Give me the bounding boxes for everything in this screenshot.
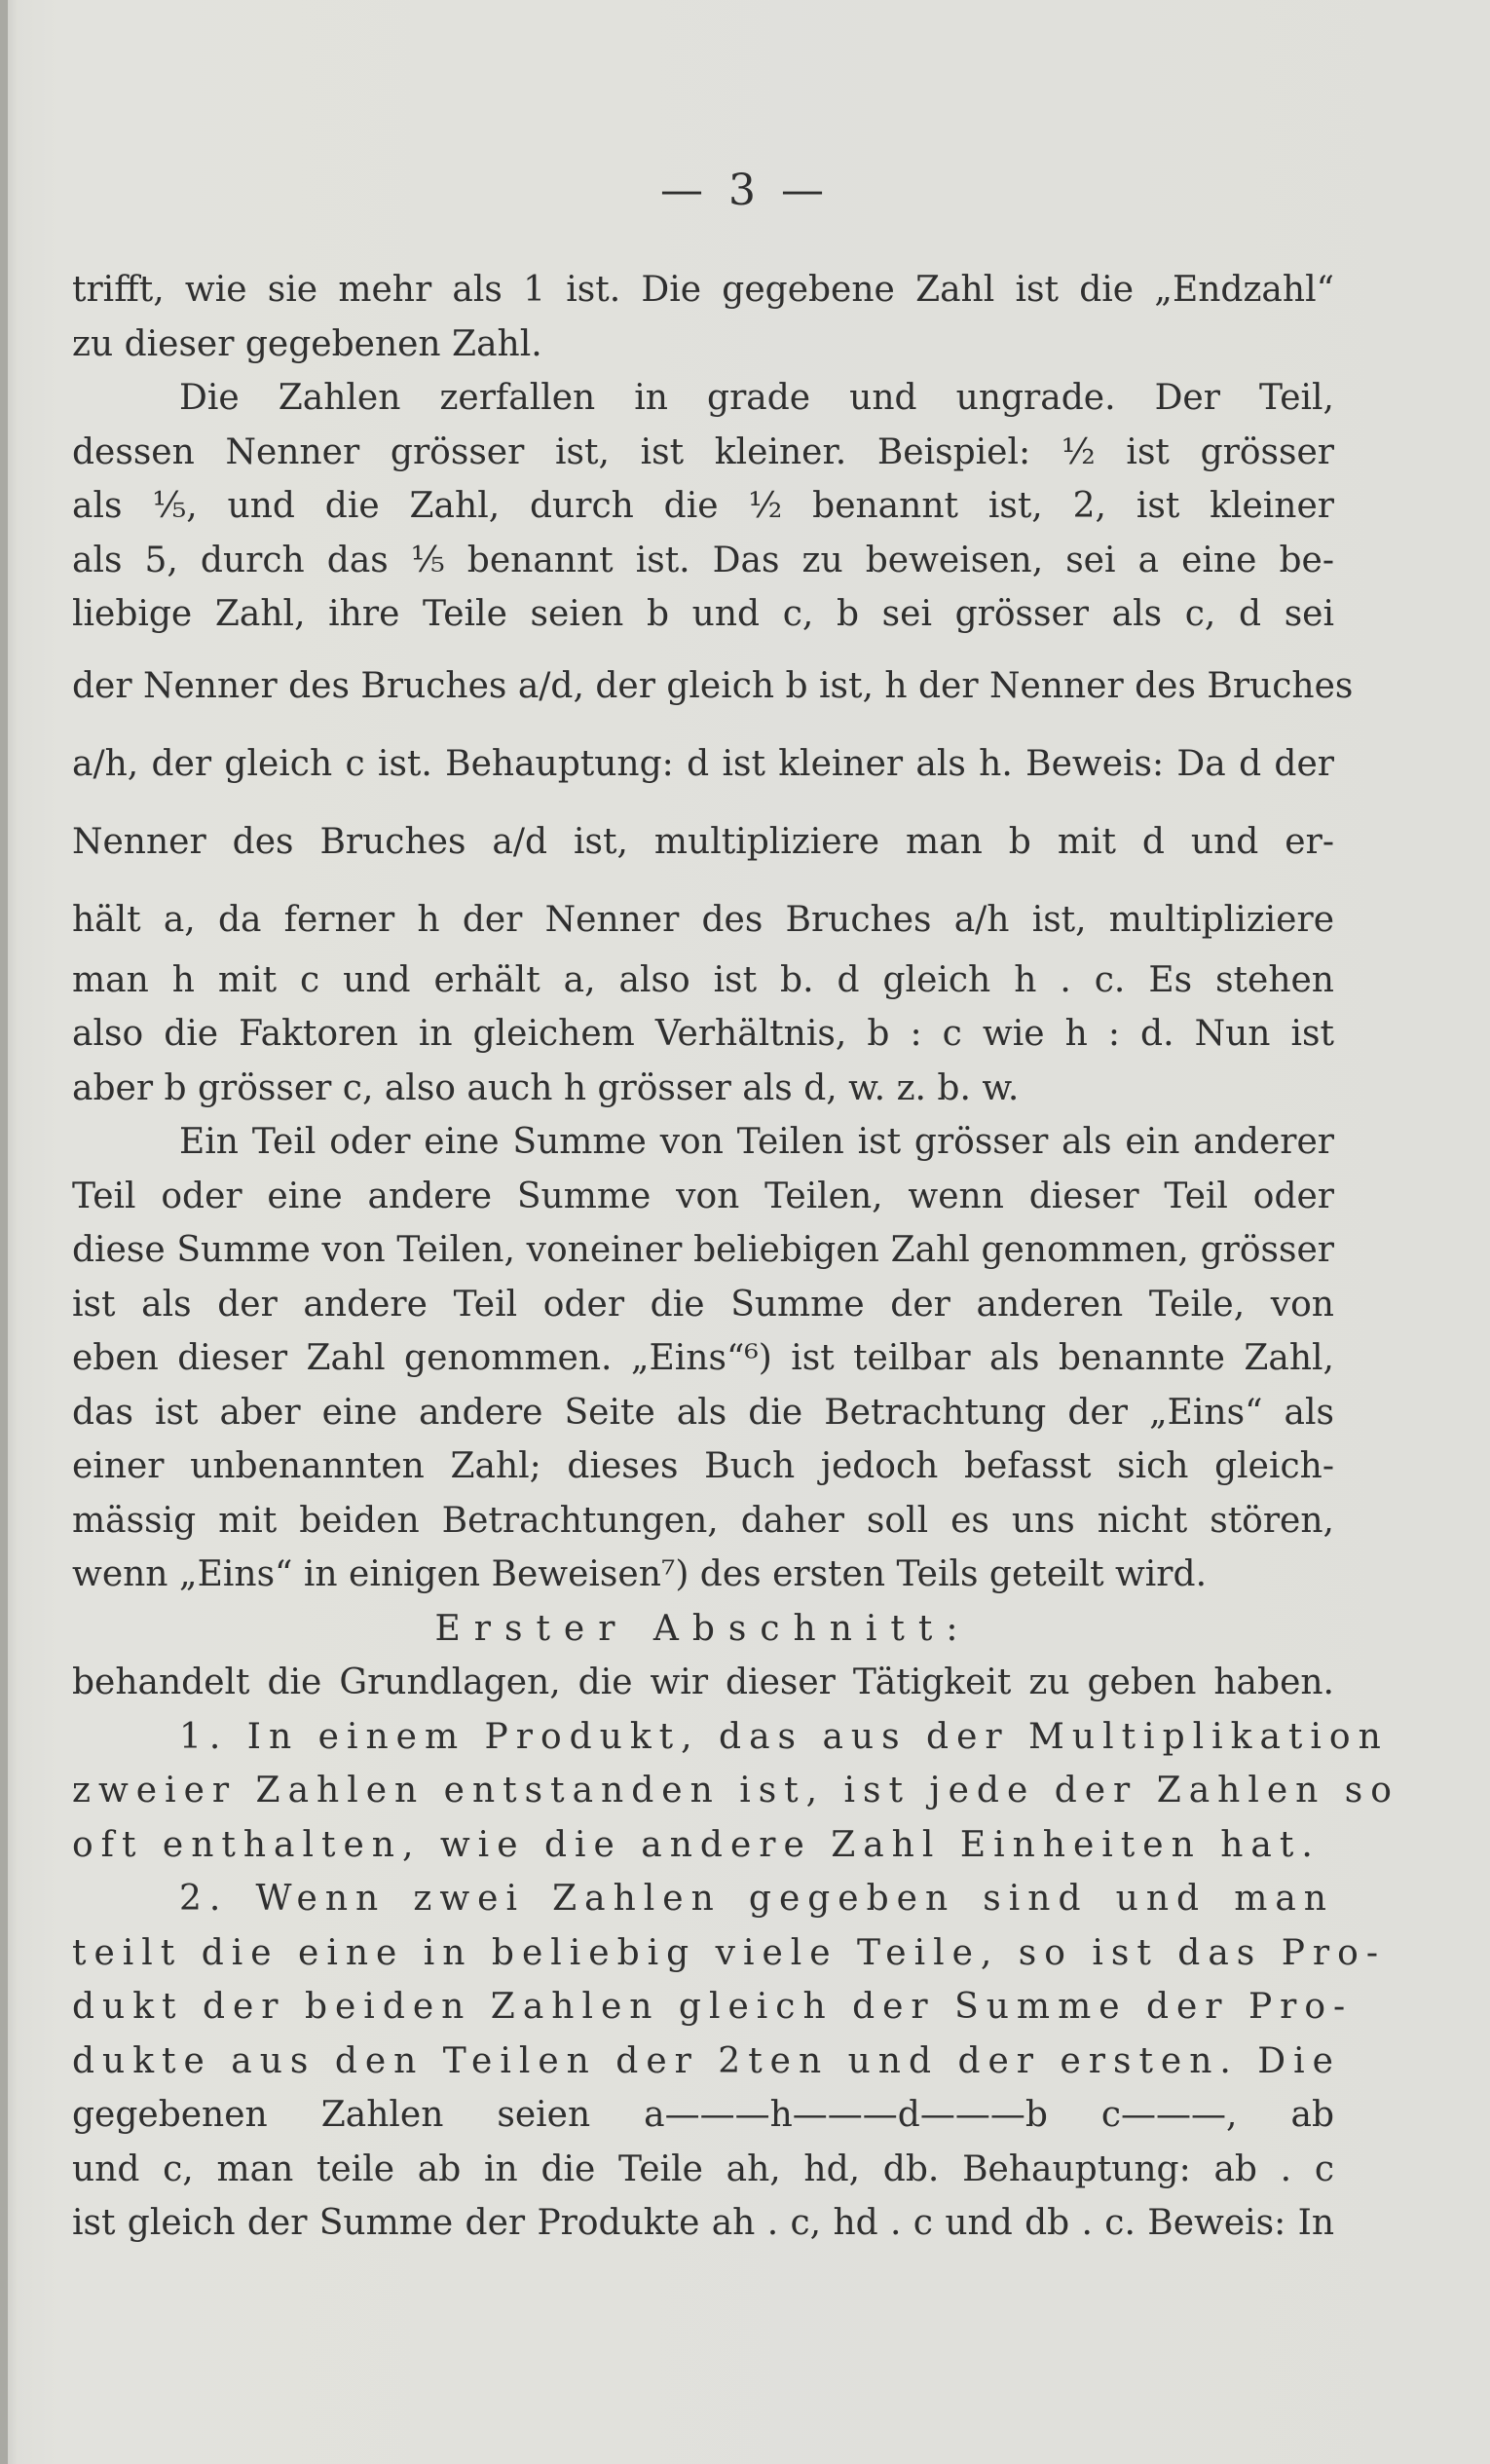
text-line: oft enthalten, wie die andere Zahl Einheiten hat. [72,1824,1321,1865]
text-line: Teil oder eine andere Summe von Teilen, wenn dieser Teil oder [72,1176,1334,1216]
text-line: 2. Wenn zwei Zahlen gegeben sind und man [179,1879,1334,1919]
text-line: dessen Nenner grösser ist, ist kleiner. Beispiel: ½ ist grösser [72,431,1334,472]
section-subtitle: behandelt die Grundlagen, die wir dieser Tätigkeit zu geben haben. [72,1662,1334,1702]
text-line: zweier Zahlen entstanden ist, ist jede der Zahlen so [72,1771,1399,1811]
text-line: man h mit c und erhält a, also ist b. d gleich h . c. Es stehen [72,959,1334,1000]
text-line: und c, man teile ab in die Teile ah, hd, db. Behauptung: ab . c [72,2148,1334,2189]
text-line: als ⅕, und die Zahl, durch die ½ benannt ist, 2, ist kleiner [72,486,1334,526]
text-line: 1. In einem Produkt, das aus der Multiplikation [179,1716,1389,1757]
text-line: zu dieser gegebenen Zahl. [72,323,542,364]
text-line: mässig mit beiden Betrachtungen, daher soll es uns nicht stören, [72,1500,1334,1541]
text-line: einer unbenannten Zahl; dieses Buch jedoch befasst sich gleich- [72,1446,1334,1486]
text-line: als 5, durch das ⅕ benannt ist. Das zu beweisen, sei a eine be- [72,540,1334,580]
page-spine-shadow [0,0,8,2464]
text-line: dukt der beiden Zahlen gleich der Summe der Pro- [72,1987,1354,2027]
text-line: ist gleich der Summe der Produkte ah . c, hd . c und db . c. Beweis: In [72,2203,1334,2243]
text-line: a/h, der gleich c ist. Behauptung: d ist kleiner als h. Beweis: Da d der [72,743,1334,784]
text-line: ist als der andere Teil oder die Summe der anderen Teile, von [72,1284,1334,1325]
text-line: wenn „Eins“ in einigen Beweisen⁷) des ersten Teils geteilt wird. [72,1554,1208,1594]
text-line: gegebenen Zahlen seien a———h———d———b c———, ab [72,2095,1334,2135]
page-number: — 3 — [660,166,830,215]
text-line: das ist aber eine andere Seite als die Betrachtung der „Eins“ als [72,1392,1334,1433]
section-heading: Erster Abschnitt: [434,1608,972,1649]
text-line: also die Faktoren in gleichem Verhältnis, b : c wie h : d. Nun ist [72,1014,1334,1054]
text-line: Nenner des Bruches a/d ist, multipliziere man b mit d und er- [72,821,1334,862]
text-line: aber b grösser c, also auch h grösser als d, w. z. b. w. [72,1067,1020,1108]
body-text [72,263,1399,2251]
text-line: Ein Teil oder eine Summe von Teilen ist grösser als ein anderer [179,1122,1334,1162]
text-line: liebige Zahl, ihre Teile seien b und c, b sei grösser als c, d sei [72,594,1334,634]
text-line: dukte aus den Teilen der 2ten und der ersten. Die [72,2040,1341,2081]
text-line: eben dieser Zahl genommen. „Eins“⁶) ist teilbar als benannte Zahl, [72,1338,1334,1378]
text-line: hält a, da ferner h der Nenner des Bruches a/h ist, multipliziere [72,899,1334,940]
text-line: diese Summe von Teilen, voneiner beliebigen Zahl genommen, grösser [72,1230,1334,1270]
text-line: teilt die eine in beliebig viele Teile, so ist das Pro- [72,1932,1386,1973]
text-line: der Nenner des Bruches a/d, der gleich b ist, h der Nenner des Bruches [72,665,1354,706]
text-line: Die Zahlen zerfallen in grade und ungrade. Der Teil, [179,378,1334,418]
text-line: trifft, wie sie mehr als 1 ist. Die gegebene Zahl ist die „Endzahl“ [72,270,1334,310]
